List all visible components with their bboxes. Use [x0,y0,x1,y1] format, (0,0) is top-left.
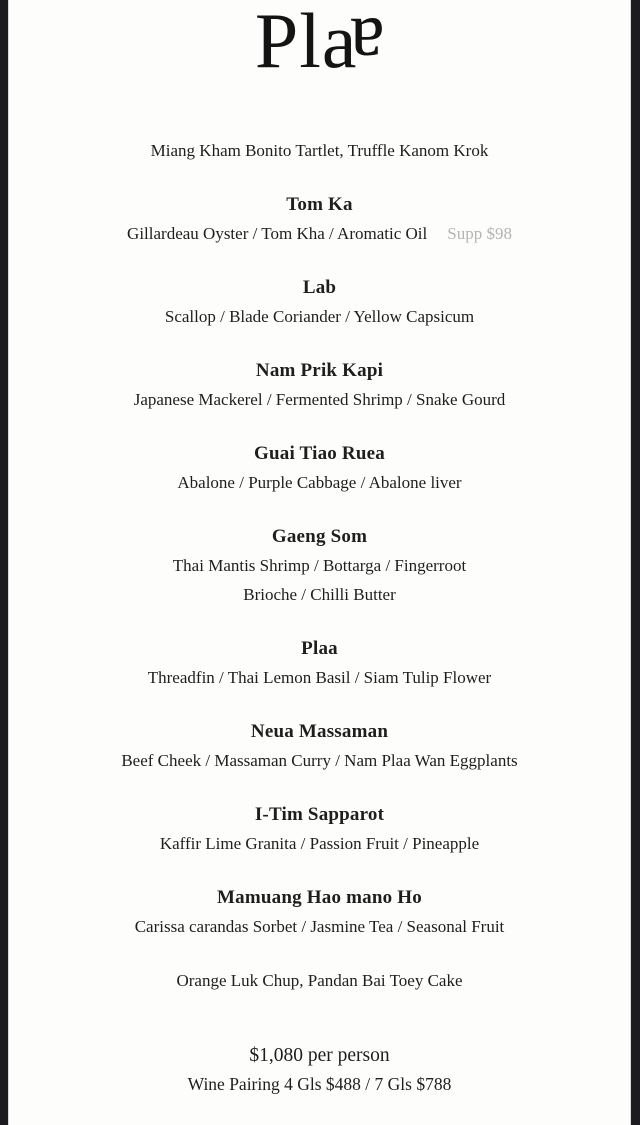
course-description [10,219,629,248]
course-name: Lab [302,277,337,298]
course-description: Thai Mantis Shrimp / Bottarga / Fingerroot [172,556,467,575]
course-plaa [10,634,629,692]
course-name: Mamuang Hao mano Ho [217,887,422,908]
course-description: Carissa carandas Sorbet / Jasmine Tea / Seasonal Fruit [134,917,505,936]
course-name: Neua Massaman [250,721,389,742]
petit-fours-line: Orange Luk Chup, Pandan Bai Toey Cake [176,971,463,990]
course-ingredients: Gillardeau Oyster / Tom Kha / Aromatic Oil [127,224,428,243]
menu-card [10,0,629,1125]
wine-pairing-price: Wine Pairing 4 Gls $488 / 7 Gls $788 [187,1074,452,1094]
course-description: Beef Cheek / Massaman Curry / Nam Plaa Wan Eggplants [121,751,518,770]
course-lab [10,273,629,331]
supplement-price: Supp $98 [447,224,512,243]
course-description: Scallop / Blade Coriander / Yellow Capsicum [164,307,475,326]
course-i-tim-sapparot [10,800,629,858]
course-neua-massaman [10,717,629,775]
course-name: Plaa [301,638,338,659]
course-guai-tiao-ruea [10,439,629,497]
logo-last-letter: a [348,2,385,89]
right-letterbox-bar [630,0,640,1125]
course-name: I-Tim Sapparot [254,804,385,825]
course-description-line-2: Brioche / Chilli Butter [243,585,396,604]
course-name: Gaeng Som [271,526,368,547]
course-name: Guai Tiao Ruea [254,443,385,464]
course-name: Nam Prik Kapi [255,360,384,381]
amuse-bouche-line: Miang Kham Bonito Tartlet, Truffle Kanom Krok [150,141,489,160]
course-gaeng-som [10,522,629,609]
course-name: Tom Ka [286,194,353,215]
course-description: Abalone / Purple Cabbage / Abalone liver [177,473,462,492]
left-letterbox-bar [0,0,9,1125]
price-per-person: $1,080 per person [249,1045,390,1066]
course-description: Kaffir Lime Granita / Passion Fruit / Pineapple [159,834,480,853]
course-nam-prik-kapi [10,356,629,414]
course-mamuang-hao-mano-ho [10,883,629,941]
restaurant-logo [10,0,629,89]
course-tom-ka [10,190,629,248]
course-description: Japanese Mackerel / Fermented Shrimp / Snake Gourd [133,390,506,409]
logo-prefix: Pla [254,0,358,84]
course-description: Threadfin / Thai Lemon Basil / Siam Tulip Flower [147,668,492,687]
pricing-block [10,1041,629,1099]
